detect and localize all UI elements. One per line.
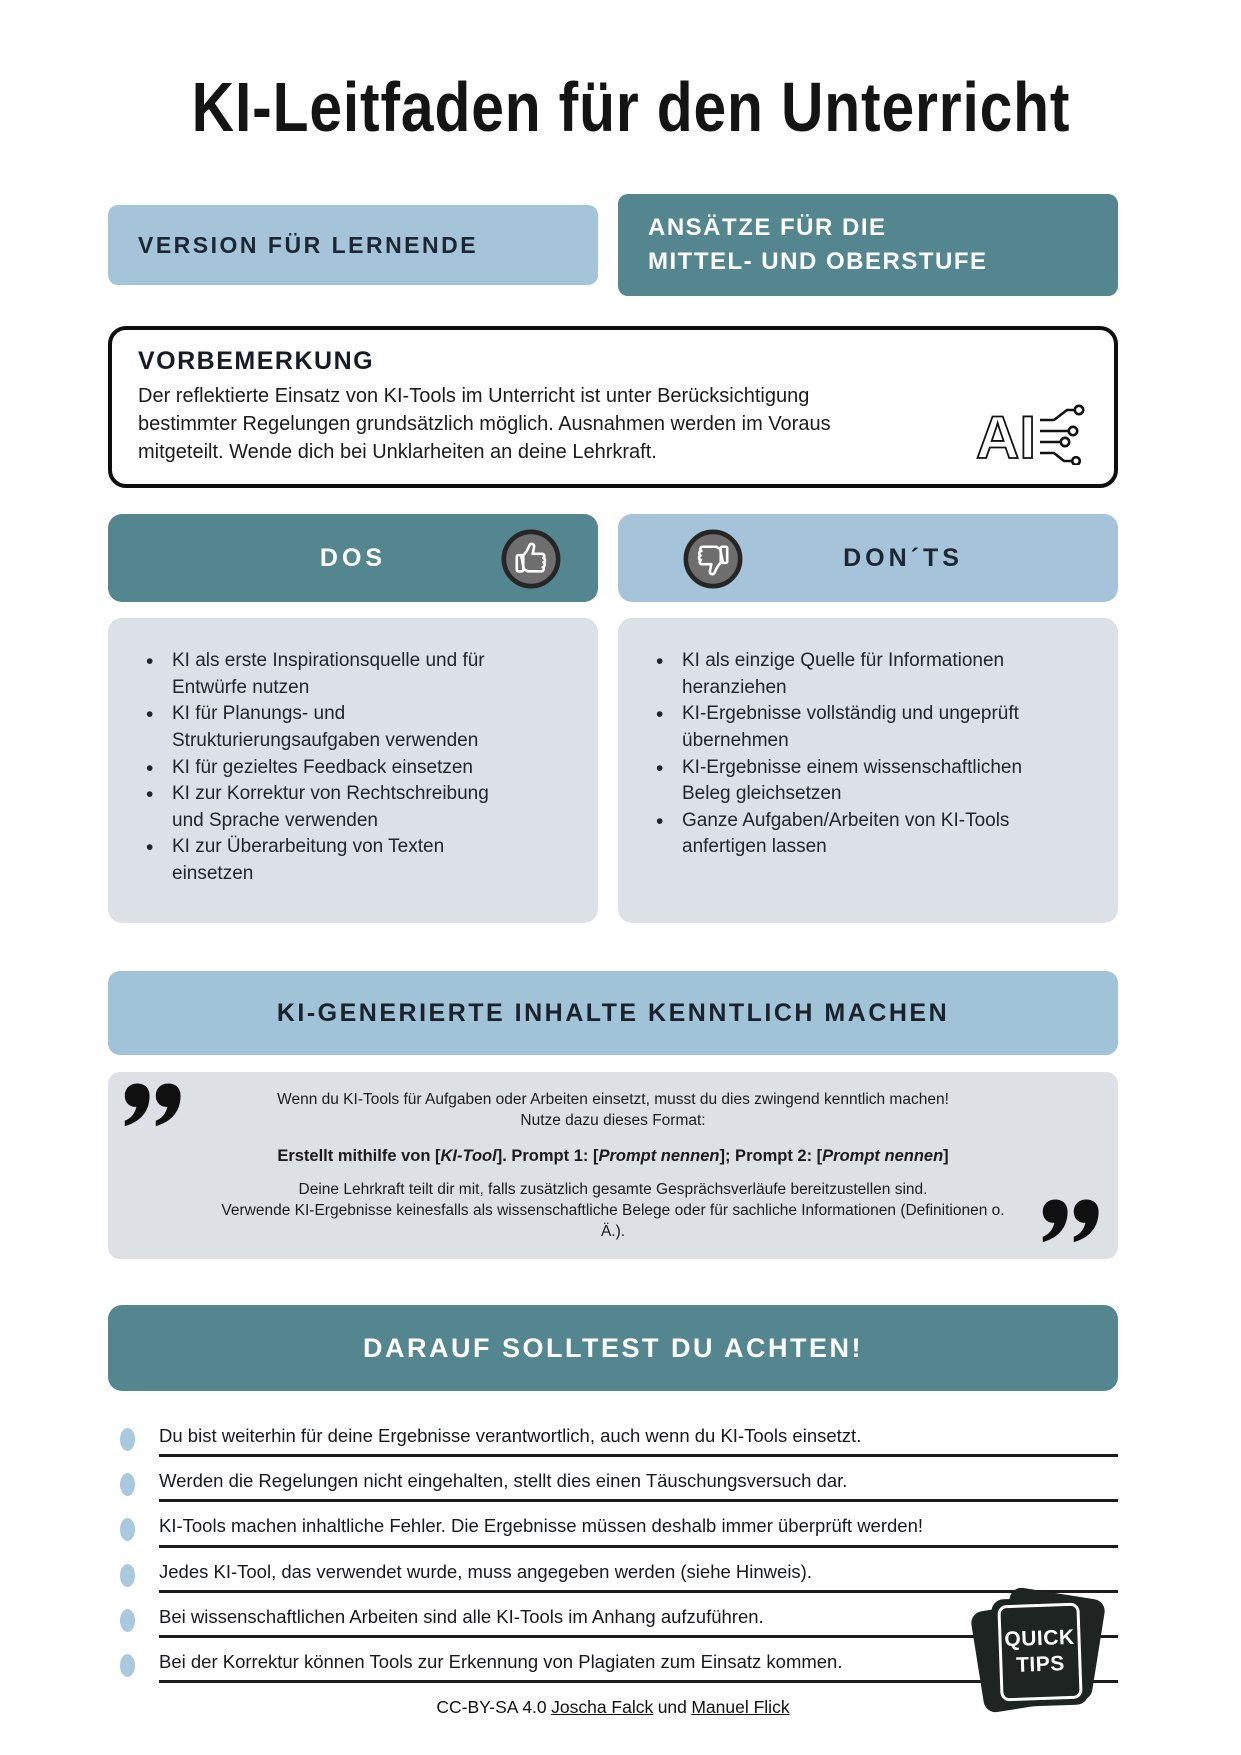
bullet-dot-icon <box>120 1428 135 1451</box>
donts-item: • Ganze Aufgaben/Arbeiten von KI-Tools anfertigen lassen <box>652 808 1024 861</box>
checklist-row <box>108 1561 1118 1593</box>
donts-header <box>618 514 1118 602</box>
checklist-row <box>108 1651 1118 1683</box>
quick-tips-line2: TIPS <box>1015 1652 1066 1677</box>
bullet-dot-icon <box>120 1473 135 1496</box>
author-link-manuel-flick[interactable]: Manuel Flick <box>691 1697 790 1717</box>
quote-intro-line1: Wenn du KI-Tools für Aufgaben oder Arbeiten einsetzt, musst du dies zwingend kenntlich machen! <box>277 1091 949 1109</box>
svg-text:AI: AI <box>976 404 1036 466</box>
version-badge <box>108 205 598 285</box>
attention-banner-label: DARAUF SOLLTEST DU ACHTEN! <box>363 1332 863 1363</box>
donts-item: • KI-Ergebnisse vollständig und ungeprüft übernehmen <box>652 701 1024 754</box>
attention-banner <box>108 1305 1118 1391</box>
donts-title: DON´TS <box>843 543 963 572</box>
license-label: CC-BY-SA 4.0 <box>436 1697 547 1717</box>
thumbs-up-icon <box>500 528 562 595</box>
dos-item: • KI für gezieltes Feedback einsetzen <box>142 755 514 782</box>
preliminary-note-text: Der reflektierte Einsatz von KI-Tools im Unterricht ist unter Berücksichtigung bestimmter Regelungen grundsätzlich möglich. Ausnahmen werden im Voraus mitgeteilt. Wende dich bei Unklarheiten an deine Lehrkraft. <box>138 385 831 464</box>
attention-checklist <box>108 1425 1118 1683</box>
ai-circuit-icon <box>976 403 1098 470</box>
preliminary-note-heading: VORBEMERKUNG <box>138 347 375 376</box>
dos-item: • KI zur Überarbeitung von Texten einsetzen <box>142 834 514 887</box>
bullet-dot-icon <box>120 1654 135 1677</box>
marking-quote-box <box>108 1072 1118 1259</box>
checklist-text: Du bist weiterhin für deine Ergebnisse verantwortlich, auch wenn du KI-Tools einsetzt. <box>159 1425 862 1447</box>
marking-banner-label: KI-GENERIERTE INHALTE KENNTLICH MACHEN <box>276 998 950 1027</box>
checklist-row <box>108 1470 1118 1502</box>
dos-title: DOS <box>319 543 387 572</box>
dos-item: • KI zur Korrektur von Rechtschreibung und Sprache verwenden <box>142 781 514 834</box>
checklist-text: Jedes KI-Tool, das verwendet wurde, muss angegeben werden (siehe Hinweis). <box>159 1560 812 1582</box>
dos-item: • KI als erste Inspirationsquelle und für Entwürfe nutzen <box>142 648 514 701</box>
checklist-text: Bei wissenschaftlichen Arbeiten sind alle KI-Tools im Anhang aufzuführen. <box>159 1605 764 1627</box>
bullet-dot-icon <box>120 1518 135 1541</box>
donts-item: • KI-Ergebnisse einem wissenschaftlichen Beleg gleichsetzen <box>652 755 1024 808</box>
marking-banner <box>108 971 1118 1055</box>
page-title: KI-Leitfaden für den Unterricht <box>191 68 1071 146</box>
quick-tips-badge <box>975 1593 1115 1711</box>
dos-donts-headers <box>108 514 1118 602</box>
checklist-row <box>108 1425 1118 1457</box>
donts-item: • KI als einzige Quelle für Informationen heranziehen <box>652 648 1024 701</box>
bullet-dot-icon <box>120 1609 135 1632</box>
badge-row <box>108 194 1118 296</box>
dos-header <box>108 514 598 602</box>
dos-list-panel <box>108 618 598 923</box>
audience-badge-line1: ANSÄTZE FÜR DIE <box>648 214 887 242</box>
author-link-joscha-falck[interactable]: Joscha Falck <box>551 1697 654 1717</box>
quote-outro-line1: Deine Lehrkraft teilt dir mit, falls zusätzlich gesamte Gesprächsverläufe bereitzustellen sind. <box>298 1181 928 1199</box>
checklist-text: Werden die Regelungen nicht eingehalten, stellt dies einen Täuschungsversuch dar. <box>159 1470 848 1492</box>
open-quote-icon <box>124 1082 186 1135</box>
thumbs-down-icon <box>682 528 744 595</box>
checklist-text: KI-Tools machen inhaltliche Fehler. Die Ergebnisse müssen deshalb immer überprüft werden! <box>159 1515 924 1537</box>
footer <box>0 1697 1226 1718</box>
audience-badge-line2: MITTEL- UND OBERSTUFE <box>648 248 988 276</box>
checklist-text: Bei der Korrektur können Tools zur Erkennung von Plagiaten zum Einsatz kommen. <box>159 1651 843 1672</box>
preliminary-note-box <box>108 326 1118 488</box>
version-badge-label: VERSION FÜR LERNENDE <box>138 231 479 258</box>
dos-donts-bodies <box>108 618 1118 923</box>
quote-outro-line2: Verwende KI-Ergebnisse keinesfalls als wissenschaftliche Belege oder für sachliche Informationen (Definitionen o. Ä.). <box>221 1202 1005 1241</box>
donts-list <box>652 648 1024 861</box>
close-quote-icon <box>1042 1198 1104 1251</box>
checklist-row <box>108 1606 1118 1638</box>
quote-intro-line2: Nutze dazu dieses Format: <box>520 1112 706 1130</box>
dos-list <box>142 648 514 887</box>
quick-tips-line1: QUICK <box>1004 1625 1075 1651</box>
citation-format-line: Erstellt mithilfe von [KI-Tool]. Prompt 1: [Prompt nennen]; Prompt 2: [Prompt nennen] <box>277 1147 949 1166</box>
checklist-row <box>108 1515 1118 1547</box>
donts-list-panel <box>618 618 1118 923</box>
footer-conjunction: und <box>657 1697 687 1717</box>
quick-tips-card-front <box>991 1596 1089 1707</box>
bullet-dot-icon <box>120 1564 135 1587</box>
dos-item: • KI für Planungs- und Strukturierungsaufgaben verwenden <box>142 701 514 754</box>
audience-badge <box>618 194 1118 296</box>
